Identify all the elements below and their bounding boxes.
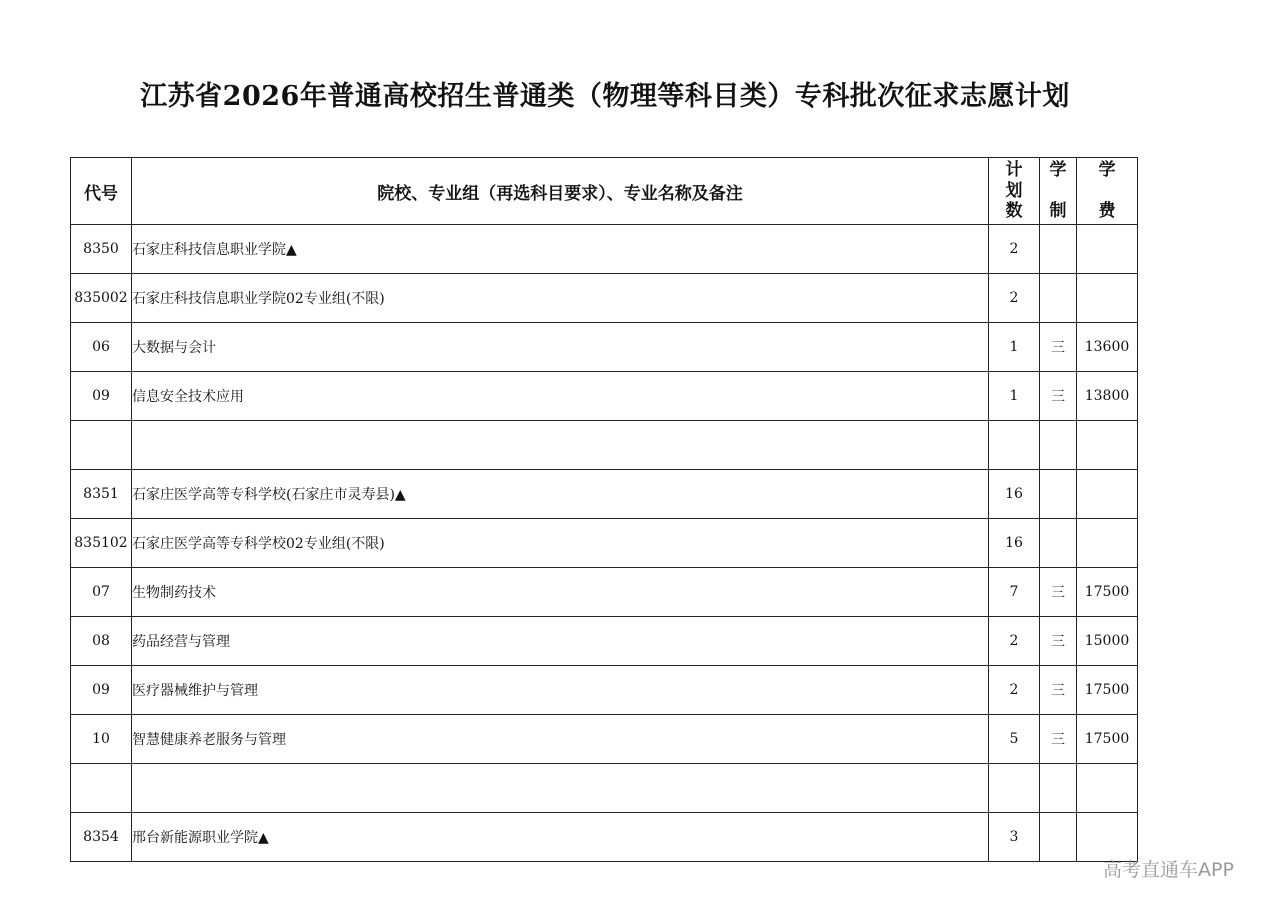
cell-name: 药品经营与管理 xyxy=(132,617,989,666)
cell-name xyxy=(132,764,989,813)
cell-years: 三 xyxy=(1040,617,1077,666)
cell-name: 大数据与会计 xyxy=(132,323,989,372)
enrollment-plan-table xyxy=(70,157,1138,862)
cell-plan: 2 xyxy=(989,225,1040,274)
cell-years: 三 xyxy=(1040,323,1077,372)
header-plan xyxy=(989,158,1040,225)
cell-code: 8354 xyxy=(71,813,132,862)
cell-code: 08 xyxy=(71,617,132,666)
cell-fee: 17500 xyxy=(1077,715,1138,764)
table-row xyxy=(71,323,1138,372)
cell-years xyxy=(1040,274,1077,323)
header-plan-char: 计 xyxy=(1005,160,1023,180)
cell-fee: 15000 xyxy=(1077,617,1138,666)
cell-name: 石家庄医学高等专科学校02专业组(不限) xyxy=(132,519,989,568)
cell-plan: 5 xyxy=(989,715,1040,764)
cell-name: 石家庄医学高等专科学校(石家庄市灵寿县)▲ xyxy=(132,470,989,519)
cell-code: 10 xyxy=(71,715,132,764)
cell-name: 信息安全技术应用 xyxy=(132,372,989,421)
cell-years xyxy=(1040,813,1077,862)
cell-years: 三 xyxy=(1040,666,1077,715)
cell-name: 生物制药技术 xyxy=(132,568,989,617)
cell-fee: 17500 xyxy=(1077,666,1138,715)
cell-plan xyxy=(989,421,1040,470)
header-fee xyxy=(1077,158,1138,225)
cell-fee xyxy=(1077,519,1138,568)
header-years-char: 制 xyxy=(1049,201,1067,221)
cell-code: 07 xyxy=(71,568,132,617)
table-row xyxy=(71,813,1138,862)
cell-name: 智慧健康养老服务与管理 xyxy=(132,715,989,764)
header-years xyxy=(1040,158,1077,225)
cell-plan: 7 xyxy=(989,568,1040,617)
cell-years: 三 xyxy=(1040,568,1077,617)
table-row xyxy=(71,372,1138,421)
cell-plan: 1 xyxy=(989,372,1040,421)
header-plan-char: 数 xyxy=(1005,201,1023,221)
cell-plan: 16 xyxy=(989,519,1040,568)
table-header-row xyxy=(71,158,1138,225)
cell-years: 三 xyxy=(1040,372,1077,421)
cell-years xyxy=(1040,225,1077,274)
cell-fee: 17500 xyxy=(1077,568,1138,617)
table-row xyxy=(71,568,1138,617)
cell-code: 06 xyxy=(71,323,132,372)
cell-name: 医疗器械维护与管理 xyxy=(132,666,989,715)
table-row xyxy=(71,470,1138,519)
cell-code: 09 xyxy=(71,372,132,421)
header-fee-char: 费 xyxy=(1098,201,1116,221)
cell-fee xyxy=(1077,274,1138,323)
cell-years: 三 xyxy=(1040,715,1077,764)
header-fee-char: 学 xyxy=(1098,160,1116,180)
cell-years xyxy=(1040,764,1077,813)
cell-fee xyxy=(1077,470,1138,519)
cell-fee xyxy=(1077,764,1138,813)
cell-code: 8350 xyxy=(71,225,132,274)
cell-fee xyxy=(1077,225,1138,274)
cell-name: 邢台新能源职业学院▲ xyxy=(132,813,989,862)
table-row xyxy=(71,225,1138,274)
cell-plan: 2 xyxy=(989,617,1040,666)
page-title: 江苏省2026年普通高校招生普通类（物理等科目类）专科批次征求志愿计划 xyxy=(140,81,1070,112)
header-name: 院校、专业组（再选科目要求）、专业名称及备注 xyxy=(132,158,989,225)
cell-years xyxy=(1040,519,1077,568)
table-row xyxy=(71,519,1138,568)
cell-code: 8351 xyxy=(71,470,132,519)
cell-plan: 2 xyxy=(989,274,1040,323)
cell-plan xyxy=(989,764,1040,813)
cell-name: 石家庄科技信息职业学院02专业组(不限) xyxy=(132,274,989,323)
table-row xyxy=(71,617,1138,666)
cell-plan: 16 xyxy=(989,470,1040,519)
header-years-char: 学 xyxy=(1049,160,1067,180)
cell-plan: 2 xyxy=(989,666,1040,715)
table-row-empty xyxy=(71,764,1138,813)
cell-years xyxy=(1040,421,1077,470)
header-code: 代号 xyxy=(71,158,132,225)
cell-fee xyxy=(1077,421,1138,470)
cell-code: 835002 xyxy=(71,274,132,323)
table-row xyxy=(71,715,1138,764)
table-row-empty xyxy=(71,421,1138,470)
cell-name: 石家庄科技信息职业学院▲ xyxy=(132,225,989,274)
cell-fee: 13800 xyxy=(1077,372,1138,421)
cell-code xyxy=(71,421,132,470)
cell-plan: 1 xyxy=(989,323,1040,372)
cell-fee: 13600 xyxy=(1077,323,1138,372)
cell-years xyxy=(1040,470,1077,519)
cell-plan: 3 xyxy=(989,813,1040,862)
cell-name xyxy=(132,421,989,470)
cell-code xyxy=(71,764,132,813)
cell-code: 09 xyxy=(71,666,132,715)
cell-code: 835102 xyxy=(71,519,132,568)
table-row xyxy=(71,274,1138,323)
header-plan-char: 划 xyxy=(1005,180,1023,201)
table-row xyxy=(71,666,1138,715)
app-watermark: 高考直通车APP xyxy=(1103,859,1234,881)
